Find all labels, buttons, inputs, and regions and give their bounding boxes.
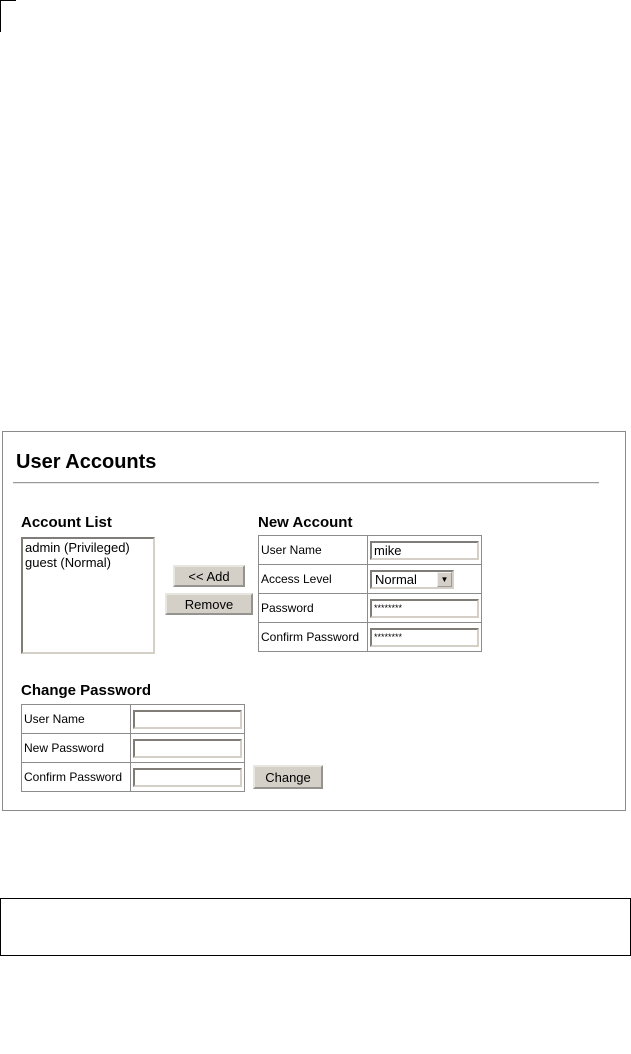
change-button[interactable]: Change [253,765,323,789]
account-list-item[interactable]: admin (Privileged) [25,540,130,555]
change-password-form [21,704,245,792]
change-user-name-label: User Name [22,705,131,734]
page-title: User Accounts [16,451,157,473]
change-new-password-cell [131,734,245,763]
user-accounts-panel [2,431,626,811]
empty-content-box [0,898,631,956]
change-confirm-password-input[interactable] [133,768,242,787]
account-list-box[interactable] [21,537,155,654]
account-list-heading: Account List [21,514,112,531]
change-new-password-label: New Password [22,734,131,763]
new-user-name-label: User Name [259,536,368,565]
new-user-name-cell [368,536,482,565]
new-account-heading: New Account [258,514,353,531]
change-user-name-cell [131,705,245,734]
access-level-value: Normal [375,571,417,587]
change-new-password-input[interactable] [133,739,242,758]
new-confirm-password-cell [368,623,482,652]
access-level-select[interactable] [370,570,454,589]
new-password-cell [368,594,482,623]
change-confirm-password-label: Confirm Password [22,763,131,792]
new-password-input[interactable] [370,599,479,618]
change-confirm-password-cell [131,763,245,792]
new-confirm-password-label: Confirm Password [259,623,368,652]
access-level-cell [368,565,482,594]
access-level-label: Access Level [259,565,368,594]
new-confirm-password-input[interactable] [370,628,479,647]
page-corner-mark [0,0,16,32]
account-list-item[interactable]: guest (Normal) [25,555,111,570]
title-divider [13,482,599,484]
new-user-name-input[interactable] [370,541,479,560]
change-password-heading: Change Password [21,682,152,699]
add-button[interactable]: << Add [173,565,245,587]
new-account-form [258,535,482,652]
new-password-label: Password [259,594,368,623]
dropdown-arrow-icon[interactable]: ▼ [437,572,452,587]
change-user-name-input[interactable] [133,710,242,729]
remove-button[interactable]: Remove [165,593,253,615]
